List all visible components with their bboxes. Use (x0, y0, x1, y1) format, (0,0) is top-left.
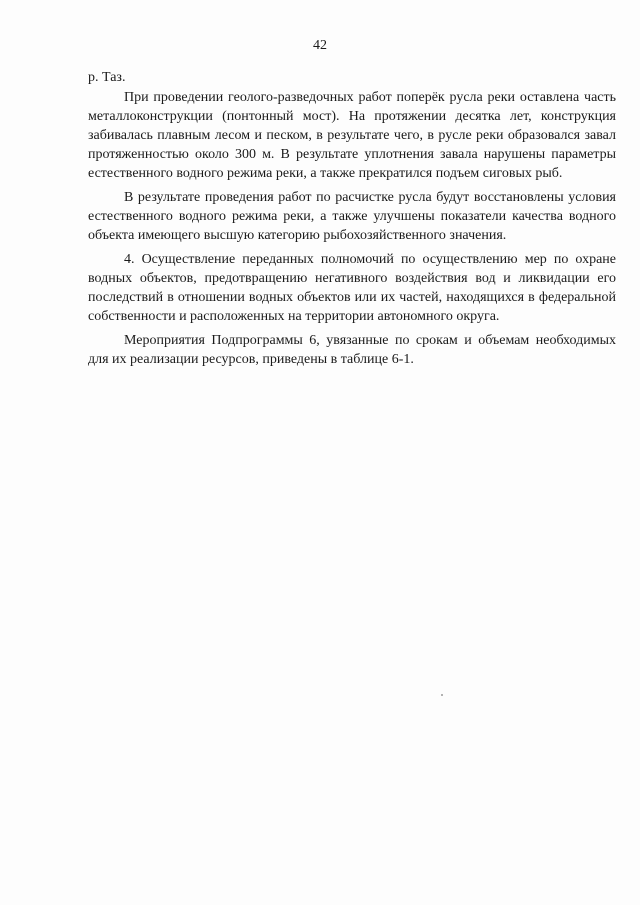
paragraph-table-reference: Мероприятия Подпрограммы 6, увязанные по срокам и объемам необходимых для их реализации ресурсов, приведены в таблице 6-1. (88, 333, 616, 367)
continuation-line: р. Таз. (88, 70, 126, 85)
paragraph-item-4: 4. Осуществление переданных полномочий по осуществлению мер по охране водных объектов, предотвращению негативного воздействия вод и ликвидации его последствий в отношении водных объектов или их частей, находящихся в федеральной собственности и расположенных на территории автономного округа. (88, 252, 616, 324)
document-body (88, 68, 616, 369)
page-number: 42 (313, 38, 327, 53)
scan-speck (441, 694, 443, 696)
paragraph-restoration-results: В результате проведения работ по расчистке русла будут восстановлены условия естественного водного режима реки, а также улучшены показатели качества водного объекта имеющего высшую категорию рыбохозяйственного значения. (88, 190, 616, 243)
paragraph-river-blockage: При проведении геолого-разведочных работ поперёк русла реки оставлена часть металлоконструкции (понтонный мост). На протяжении десятка лет, конструкция забивалась плавным лесом и песком, в результате чего, в русле реки образовался завал протяженностью около 300 м. В результате уплотнения завала нарушены параметры естественного водного режима реки, а также прекратился подъем сиговых рыб. (88, 90, 616, 181)
